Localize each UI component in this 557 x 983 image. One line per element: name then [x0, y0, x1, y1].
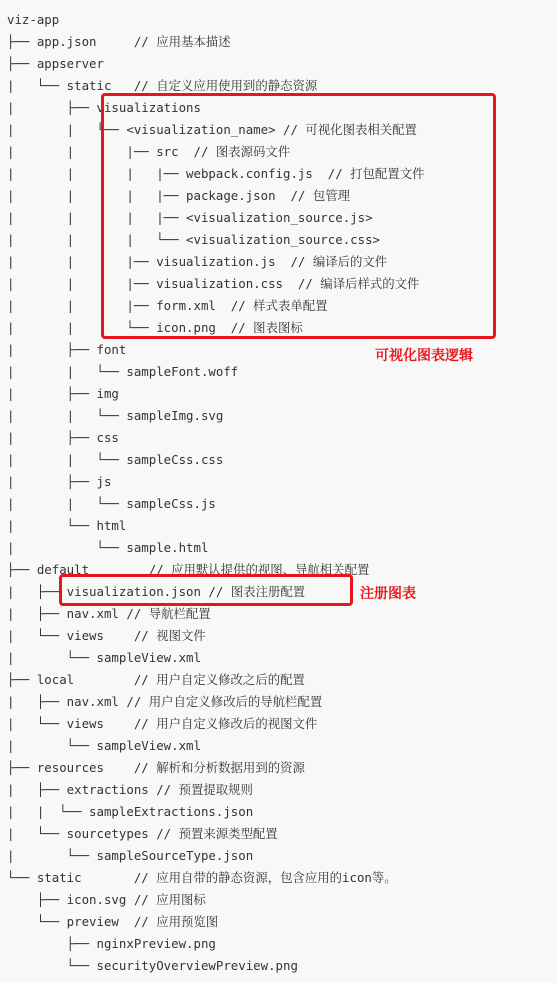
tree-line: ├── app.json // 应用基本描述 [7, 34, 231, 49]
tree-line: | | |── form.xml // 样式表单配置 [7, 298, 328, 313]
tree-line: └── securityOverviewPreview.png [7, 958, 298, 973]
tree-line: | └── sampleView.xml [7, 738, 201, 753]
tree-line: | | |── visualization.js // 编译后的文件 [7, 254, 388, 269]
tree-line: | | └── sampleExtractions.json [7, 804, 254, 819]
tree-line: | ├── nav.xml // 导航栏配置 [7, 606, 211, 621]
tree-line: | | └── <visualization_name> // 可视化图表相关配置 [7, 122, 417, 137]
tree-line: | | | |── package.json // 包管理 [7, 188, 351, 203]
tree-line: ├── nginxPreview.png [7, 936, 216, 951]
tree-line: ├── appserver [7, 56, 104, 71]
tree-line: └── static // 应用自带的静态资源，包含应用的icon等。 [7, 870, 397, 885]
visualization-logic-annotation: 可视化图表逻辑 [375, 348, 473, 364]
tree-line: | ├── nav.xml // 用户自定义修改后的导航栏配置 [7, 694, 323, 709]
tree-line: | ├── js [7, 474, 112, 489]
tree-line: | ├── visualizations [7, 100, 201, 115]
tree-line: ├── default // 应用默认提供的视图、导航相关配置 [7, 562, 370, 577]
register-chart-annotation: 注册图表 [360, 586, 416, 602]
tree-line: | | | └── <visualization_source.css> [7, 232, 380, 247]
tree-line: | | └── sampleCss.js [7, 496, 216, 511]
tree-line: | ├── css [7, 430, 119, 445]
tree-line: | | |── visualization.css // 编译后样式的文件 [7, 276, 420, 291]
tree-line: | | | |── webpack.config.js // 打包配置文件 [7, 166, 425, 181]
tree-line: | | └── icon.png // 图表图标 [7, 320, 303, 335]
tree-line: | | └── sampleCss.css [7, 452, 224, 467]
tree-line: | └── views // 视图文件 [7, 628, 206, 643]
tree-line: | | └── sampleFont.woff [7, 364, 239, 379]
tree-line: | ├── img [7, 386, 119, 401]
tree-line: | └── sourcetypes // 预置来源类型配置 [7, 826, 278, 841]
tree-line: | ├── extractions // 预置提取规则 [7, 782, 253, 797]
tree-line: ├── icon.svg // 应用图标 [7, 892, 206, 907]
tree-line: | └── sample.html [7, 540, 209, 555]
tree-line: | └── static // 自定义应用使用到的静态资源 [7, 78, 318, 93]
tree-line: | ├── visualization.json // 图表注册配置 [7, 584, 306, 599]
tree-line: | | | |── <visualization_source.js> [7, 210, 373, 225]
directory-tree [7, 9, 425, 977]
tree-line: | | └── sampleImg.svg [7, 408, 224, 423]
tree-line: ├── resources // 解析和分析数据用到的资源 [7, 760, 305, 775]
tree-line: | └── views // 用户自定义修改后的视图文件 [7, 716, 318, 731]
tree-line: | ├── font [7, 342, 127, 357]
tree-line: | └── sampleSourceType.json [7, 848, 254, 863]
tree-line: | └── sampleView.xml [7, 650, 201, 665]
tree-line: └── preview // 应用预览图 [7, 914, 219, 929]
tree-line: ├── local // 用户自定义修改之后的配置 [7, 672, 305, 687]
tree-line: | | |── src // 图表源码文件 [7, 144, 291, 159]
tree-line: | └── html [7, 518, 127, 533]
tree-line: viz-app [7, 12, 60, 27]
